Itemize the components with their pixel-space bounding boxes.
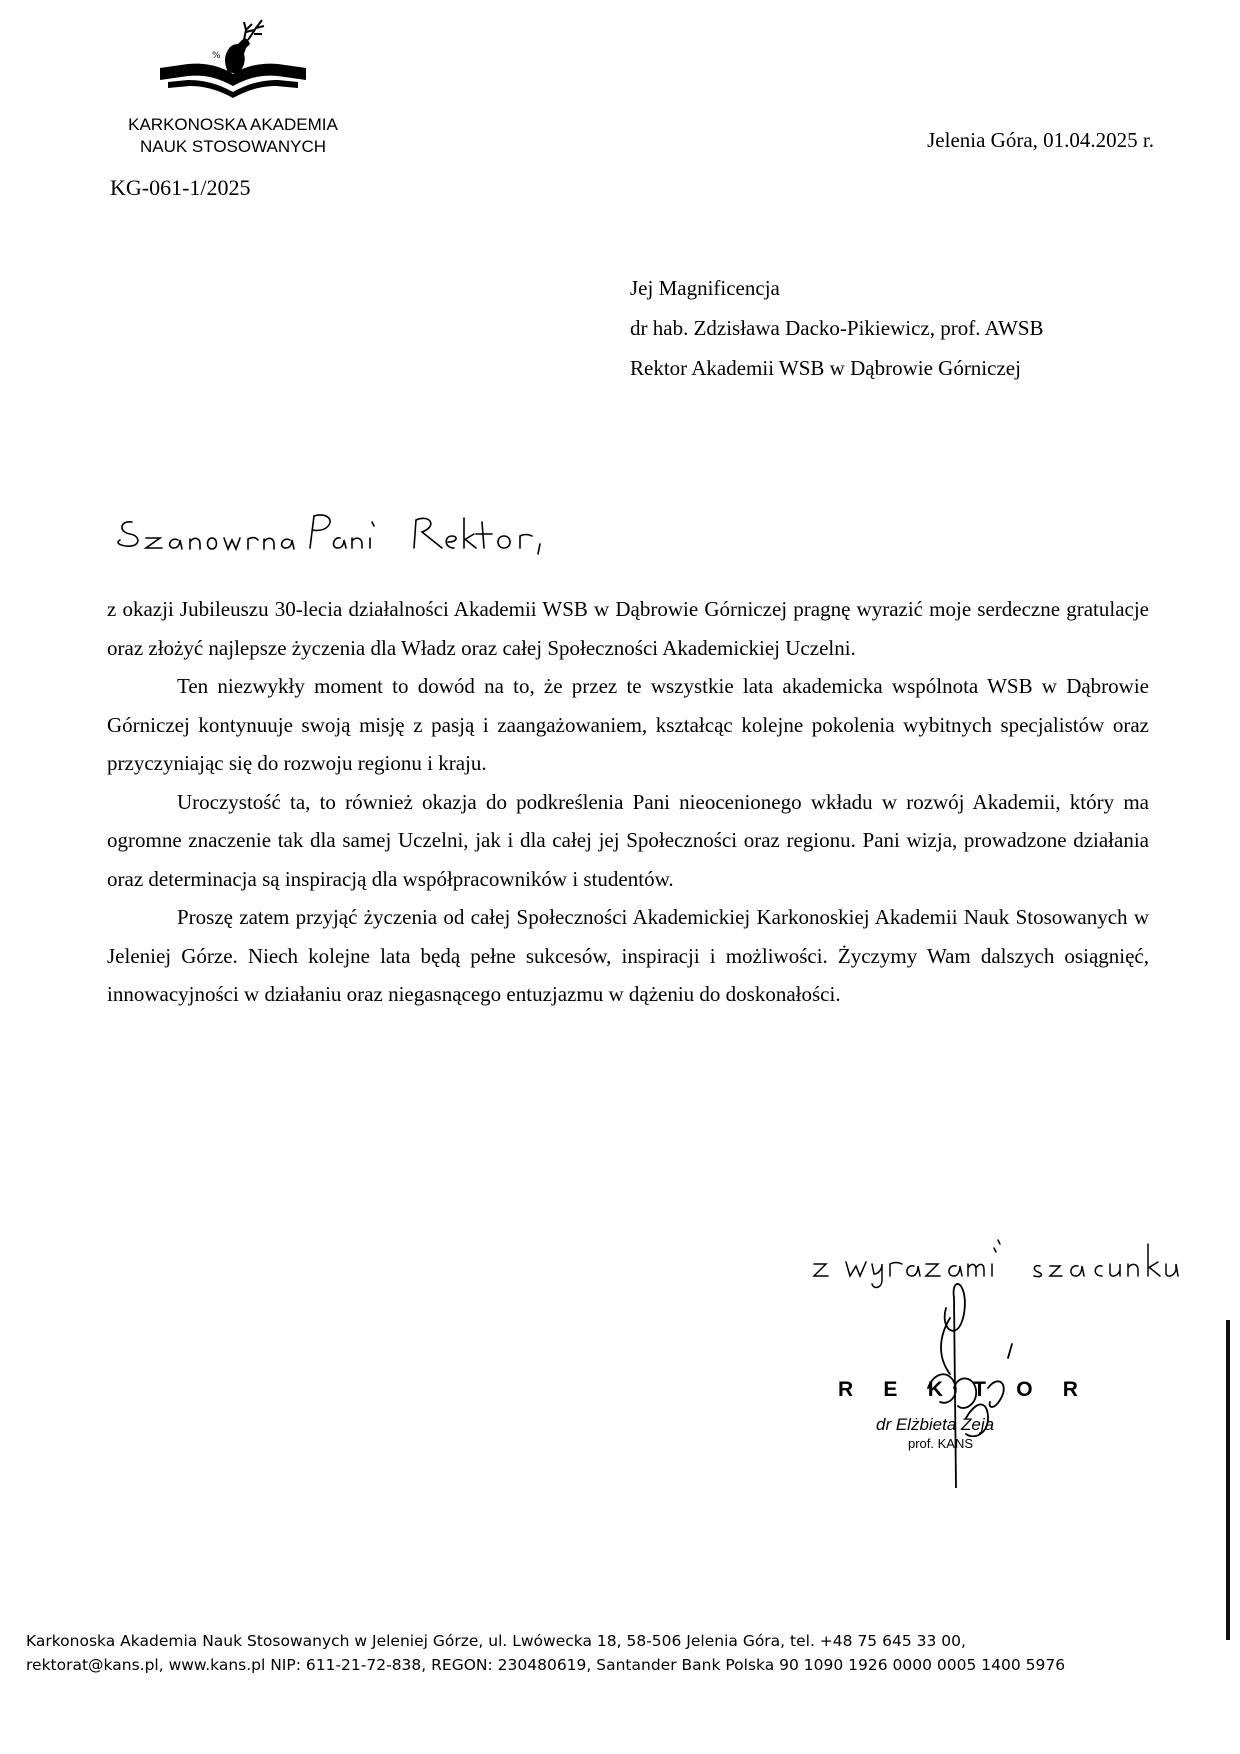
footer-line-1: Karkonoska Akademia Nauk Stosowanych w Jeleniej Górze, ul. Lwówecka 18, 58-506 Jelenia Góra, tel. +48 75 645 33 00,: [26, 1632, 966, 1650]
footer-line-2: rektorat@kans.pl, www.kans.pl NIP: 611-21-72-838, REGON: 230480619, Santander Bank Polska 90 1090 1926 0000 0005 1400 5976: [26, 1656, 1066, 1674]
salutation-handwriting: [112, 492, 632, 562]
paragraph-2: Ten niezwykły moment to dowód na to, że przez te wszystkie lata akademicka wspólnota WSB w Dąbrowie Górniczej kontynuuje swoją misję z pasją i zaangażowaniem, kształcąc kolejne pokolenia wybitnych specjalistów oraz przyczyniając się do rozwoju regionu i kraju.: [107, 674, 1149, 775]
signature-block: [838, 1278, 1098, 1488]
institution-logo: [108, 18, 358, 160]
rektor-letter-4: T: [973, 1378, 986, 1401]
signatory-title: prof. KANS: [908, 1436, 974, 1451]
recipient-line-3: Rektor Akademii WSB w Dąbrowie Górniczej: [630, 356, 1021, 380]
rektor-letter-1: R: [838, 1378, 854, 1401]
scan-edge-mark: [1226, 1320, 1230, 1640]
logo-line-2: NAUK STOSOWANYCH: [139, 137, 327, 156]
reference-number: KG-061-1/2025: [110, 175, 251, 200]
deer-book-emblem-icon: [158, 18, 308, 102]
recipient-line-2: dr hab. Zdzisława Dacko-Pikiewicz, prof. AWSB: [630, 316, 1044, 340]
rektor-label: [838, 1378, 1078, 1402]
rektor-letter-5: O: [1016, 1378, 1033, 1401]
letter-date: Jelenia Góra, 01.04.2025 r.: [927, 128, 1154, 152]
paragraph-4: Proszę zatem przyjąć życzenia od całej Społeczności Akademickiej Karkonoskiej Akademii Nauk Stosowanych w Jeleniej Górze. Niech kolejne lata będą pełne sukcesów, inspiracji i możliwości. Życzymy Wam dalszych osiągnięć, innowacyjności w działaniu oraz niegasnącego entuzjazmu w dążeniu do doskonałości.: [107, 905, 1149, 1006]
rektor-letter-2: E: [883, 1378, 898, 1401]
rektor-letter-3: K: [927, 1378, 943, 1401]
paragraph-3: Uroczystość ta, to również okazja do podkreślenia Pani nieocenionego wkładu w rozwój Akademii, który ma ogromne znaczenie tak dla samej Uczelni, jak i dla całej jej Społeczności oraz regionu. Pani wizja, prowadzone działania oraz determinacja są inspiracją dla współpracowników i studentów.: [107, 789, 1149, 891]
signatory-name: dr Elżbieta Zeja: [876, 1415, 995, 1434]
rektor-letter-6: R: [1062, 1378, 1078, 1401]
svg-text:%: %: [212, 51, 221, 61]
recipient-line-1: Jej Magnificencja: [630, 276, 780, 300]
logo-line-1: KARKONOSKA AKADEMIA: [128, 115, 338, 134]
paragraph-1: z okazji Jubileuszu 30-lecia działalności Akademii WSB w Dąbrowie Górniczej pragnę wyrazić moje serdeczne gratulacje oraz złożyć najlepsze życzenia dla Władz oraz całej Społeczności Akademickiej Uczelni.: [107, 597, 1149, 660]
letter-body: [107, 590, 1149, 1014]
letter-footer: [26, 1629, 1156, 1677]
recipient-block: [630, 268, 1044, 388]
handwritten-salutation: [112, 492, 632, 562]
